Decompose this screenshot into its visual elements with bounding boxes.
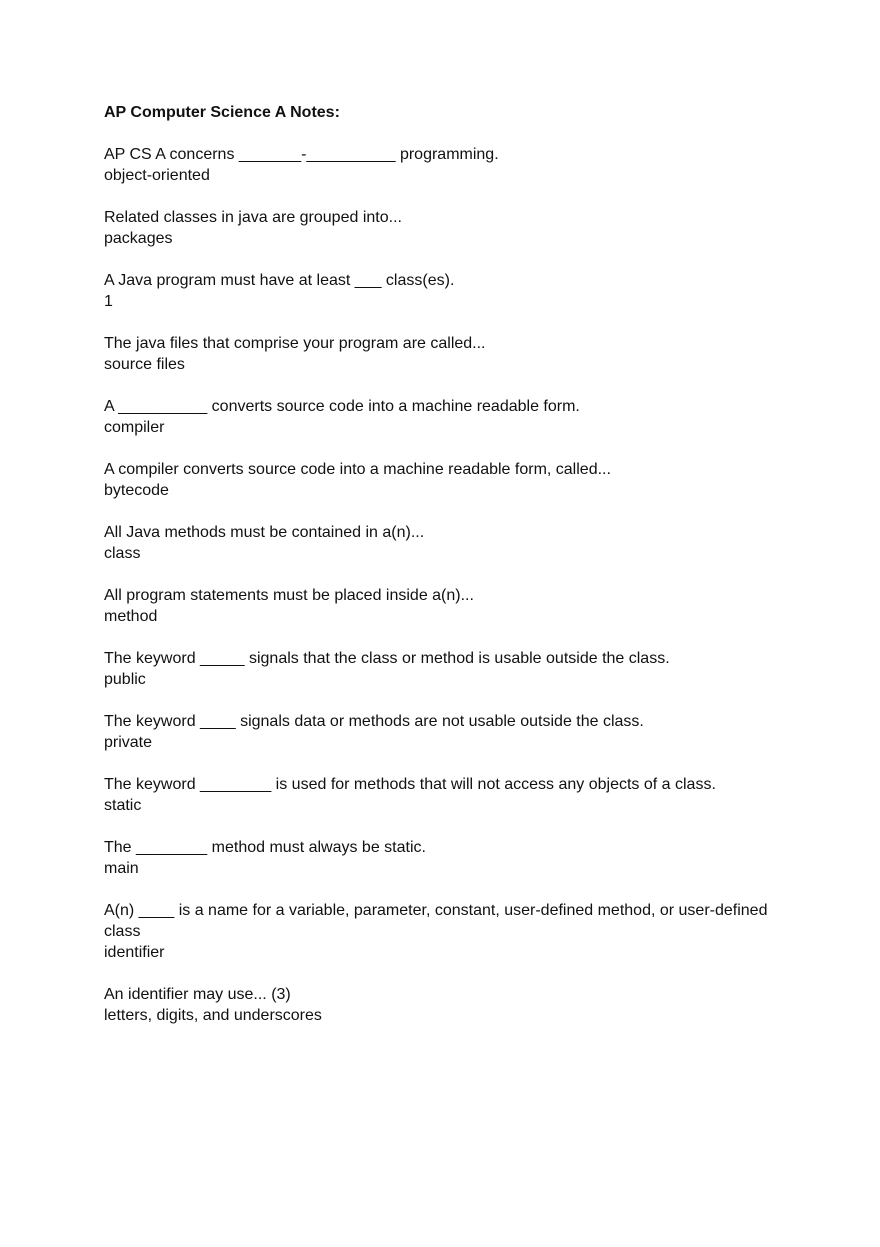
- note-question: An identifier may use... (3): [104, 986, 291, 1003]
- note-answer: method: [104, 608, 158, 625]
- note-item: [104, 333, 784, 375]
- note-answer: main: [104, 860, 139, 877]
- note-question: A(n) ____ is a name for a variable, parameter, constant, user-defined method, or user-defined class: [104, 902, 772, 940]
- note-question: A __________ converts source code into a machine readable form.: [104, 398, 580, 415]
- note-answer: identifier: [104, 944, 165, 961]
- note-answer: 1: [104, 293, 113, 310]
- note-answer: static: [104, 797, 142, 814]
- note-answer: bytecode: [104, 482, 169, 499]
- note-question: A compiler converts source code into a machine readable form, called...: [104, 461, 611, 478]
- note-question: The ________ method must always be static.: [104, 839, 426, 856]
- note-item: [104, 837, 784, 879]
- note-item: [104, 711, 784, 753]
- note-question: All program statements must be placed inside a(n)...: [104, 587, 474, 604]
- note-question: AP CS A concerns _______-__________ programming.: [104, 146, 499, 163]
- note-answer: letters, digits, and underscores: [104, 1007, 322, 1024]
- note-item: [104, 522, 784, 564]
- note-question: The java files that comprise your program are called...: [104, 335, 486, 352]
- note-question: The keyword _____ signals that the class or method is usable outside the class.: [104, 650, 670, 667]
- note-item: [104, 900, 784, 963]
- note-item: [104, 459, 784, 501]
- note-item: [104, 984, 784, 1026]
- note-question: Related classes in java are grouped into...: [104, 209, 402, 226]
- note-item: [104, 207, 784, 249]
- notes-list: [104, 144, 784, 1047]
- note-answer: source files: [104, 356, 185, 373]
- note-item: [104, 774, 784, 816]
- note-answer: compiler: [104, 419, 165, 436]
- note-question: The keyword ____ signals data or methods are not usable outside the class.: [104, 713, 644, 730]
- note-item: [104, 144, 784, 186]
- note-question: All Java methods must be contained in a(n)...: [104, 524, 425, 541]
- note-item: [104, 585, 784, 627]
- note-item: [104, 396, 784, 438]
- note-answer: object-oriented: [104, 167, 210, 184]
- page-title: AP Computer Science A Notes:: [104, 104, 340, 121]
- note-answer: public: [104, 671, 146, 688]
- note-item: [104, 648, 784, 690]
- note-question: A Java program must have at least ___ class(es).: [104, 272, 455, 289]
- note-answer: private: [104, 734, 153, 751]
- note-item: [104, 270, 784, 312]
- note-answer: class: [104, 545, 141, 562]
- note-answer: packages: [104, 230, 173, 247]
- note-question: The keyword ________ is used for methods that will not access any objects of a class.: [104, 776, 716, 793]
